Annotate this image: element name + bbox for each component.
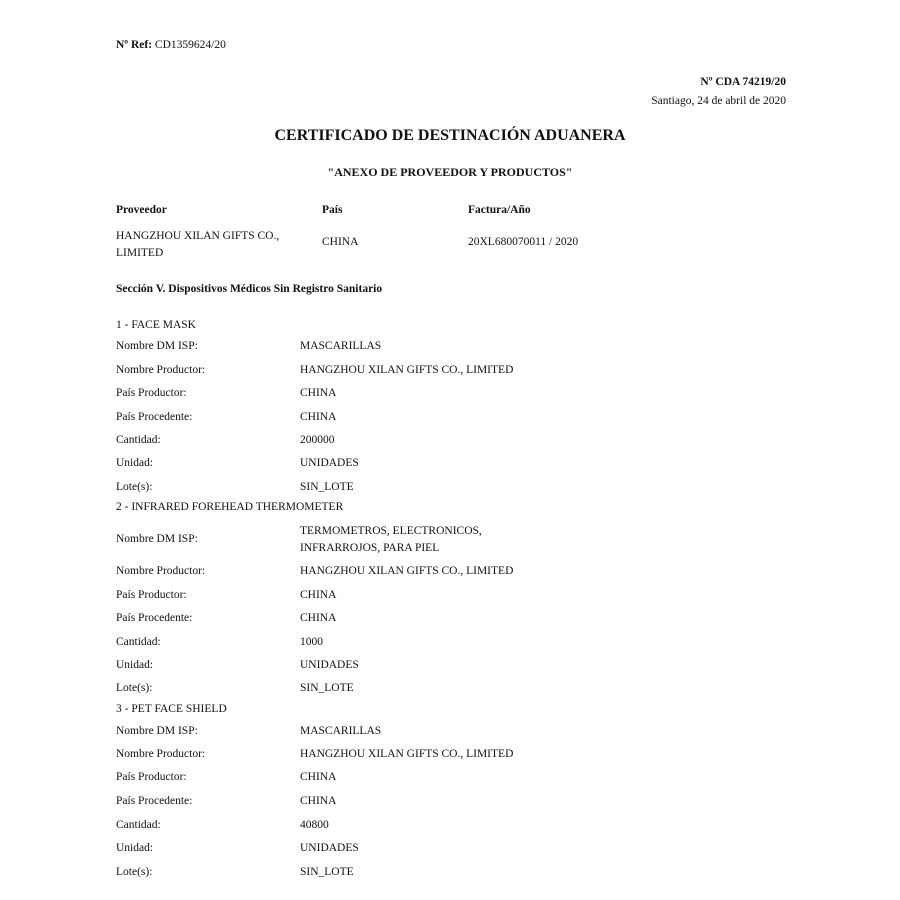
- ref-label: Nº Ref:: [116, 39, 153, 51]
- supplier-header-factura: Factura/Año: [468, 204, 531, 216]
- field-value: HANGZHOU XILAN GIFTS CO., LIMITED: [300, 748, 514, 760]
- field-value: TERMOMETROS, ELECTRONICOS, INFRARROJOS, PARA PIEL: [300, 525, 482, 554]
- field-label: Unidad:: [116, 842, 154, 854]
- field-value: 200000: [300, 434, 335, 446]
- field-value: MASCARILLAS: [300, 340, 382, 352]
- field-label: Nombre Productor:: [116, 364, 206, 376]
- field-value: CHINA: [300, 387, 337, 399]
- field-label: Nombre Productor:: [116, 748, 206, 760]
- field-value: CHINA: [300, 771, 337, 783]
- field-label: Lote(s):: [116, 682, 153, 694]
- field-value: UNIDADES: [300, 457, 359, 469]
- field-value: SIN_LOTE: [300, 481, 354, 493]
- field-value: UNIDADES: [300, 842, 359, 854]
- field-value: CHINA: [300, 411, 337, 423]
- field-label: Lote(s):: [116, 481, 153, 493]
- supplier-country: CHINA: [322, 236, 359, 248]
- product-heading: 1 - FACE MASK: [116, 319, 196, 331]
- field-value: 40800: [300, 819, 329, 831]
- field-value: HANGZHOU XILAN GIFTS CO., LIMITED: [300, 364, 514, 376]
- field-label: Nombre Productor:: [116, 565, 206, 577]
- supplier-header-proveedor: Proveedor: [116, 204, 167, 216]
- cda-number: Nº CDA 74219/20: [700, 76, 786, 88]
- product-heading: 3 - PET FACE SHIELD: [116, 703, 227, 715]
- field-label: País Productor:: [116, 589, 187, 601]
- ref-value: CD1359624/20: [154, 39, 226, 51]
- field-value: UNIDADES: [300, 659, 359, 671]
- field-label: Unidad:: [116, 659, 154, 671]
- product-heading: 2 - INFRARED FOREHEAD THERMOMETER: [116, 501, 344, 513]
- field-value: CHINA: [300, 612, 337, 624]
- field-value: SIN_LOTE: [300, 682, 354, 694]
- field-label: Lote(s):: [116, 866, 153, 878]
- field-label: País Procedente:: [116, 411, 193, 423]
- field-label: Nombre DM ISP:: [116, 340, 198, 352]
- reference-line: [116, 39, 226, 53]
- section-title: Sección V. Dispositivos Médicos Sin Registro Sanitario: [116, 283, 383, 295]
- supplier-invoice: 20XL680070011 / 2020: [468, 236, 579, 248]
- field-label: País Productor:: [116, 771, 187, 783]
- document-subtitle: "ANEXO DE PROVEEDOR Y PRODUCTOS": [327, 165, 573, 179]
- field-label: País Procedente:: [116, 795, 193, 807]
- field-label: Cantidad:: [116, 434, 161, 446]
- field-label: Unidad:: [116, 457, 154, 469]
- field-value: MASCARILLAS: [300, 725, 382, 737]
- field-label: Nombre DM ISP:: [116, 533, 198, 545]
- field-value: HANGZHOU XILAN GIFTS CO., LIMITED: [300, 565, 514, 577]
- field-value: CHINA: [300, 589, 337, 601]
- field-label: País Productor:: [116, 387, 187, 399]
- field-value: 1000: [300, 636, 323, 648]
- field-value: SIN_LOTE: [300, 866, 354, 878]
- field-label: Cantidad:: [116, 819, 161, 831]
- field-label: Cantidad:: [116, 636, 161, 648]
- supplier-header-pais: País: [322, 204, 343, 216]
- place-date: Santiago, 24 de abril de 2020: [651, 95, 786, 107]
- supplier-name: HANGZHOU XILAN GIFTS CO., LIMITED: [116, 230, 280, 259]
- field-value: CHINA: [300, 795, 337, 807]
- document-title: CERTIFICADO DE DESTINACIÓN ADUANERA: [274, 127, 626, 144]
- field-label: País Procedente:: [116, 612, 193, 624]
- field-label: Nombre DM ISP:: [116, 725, 198, 737]
